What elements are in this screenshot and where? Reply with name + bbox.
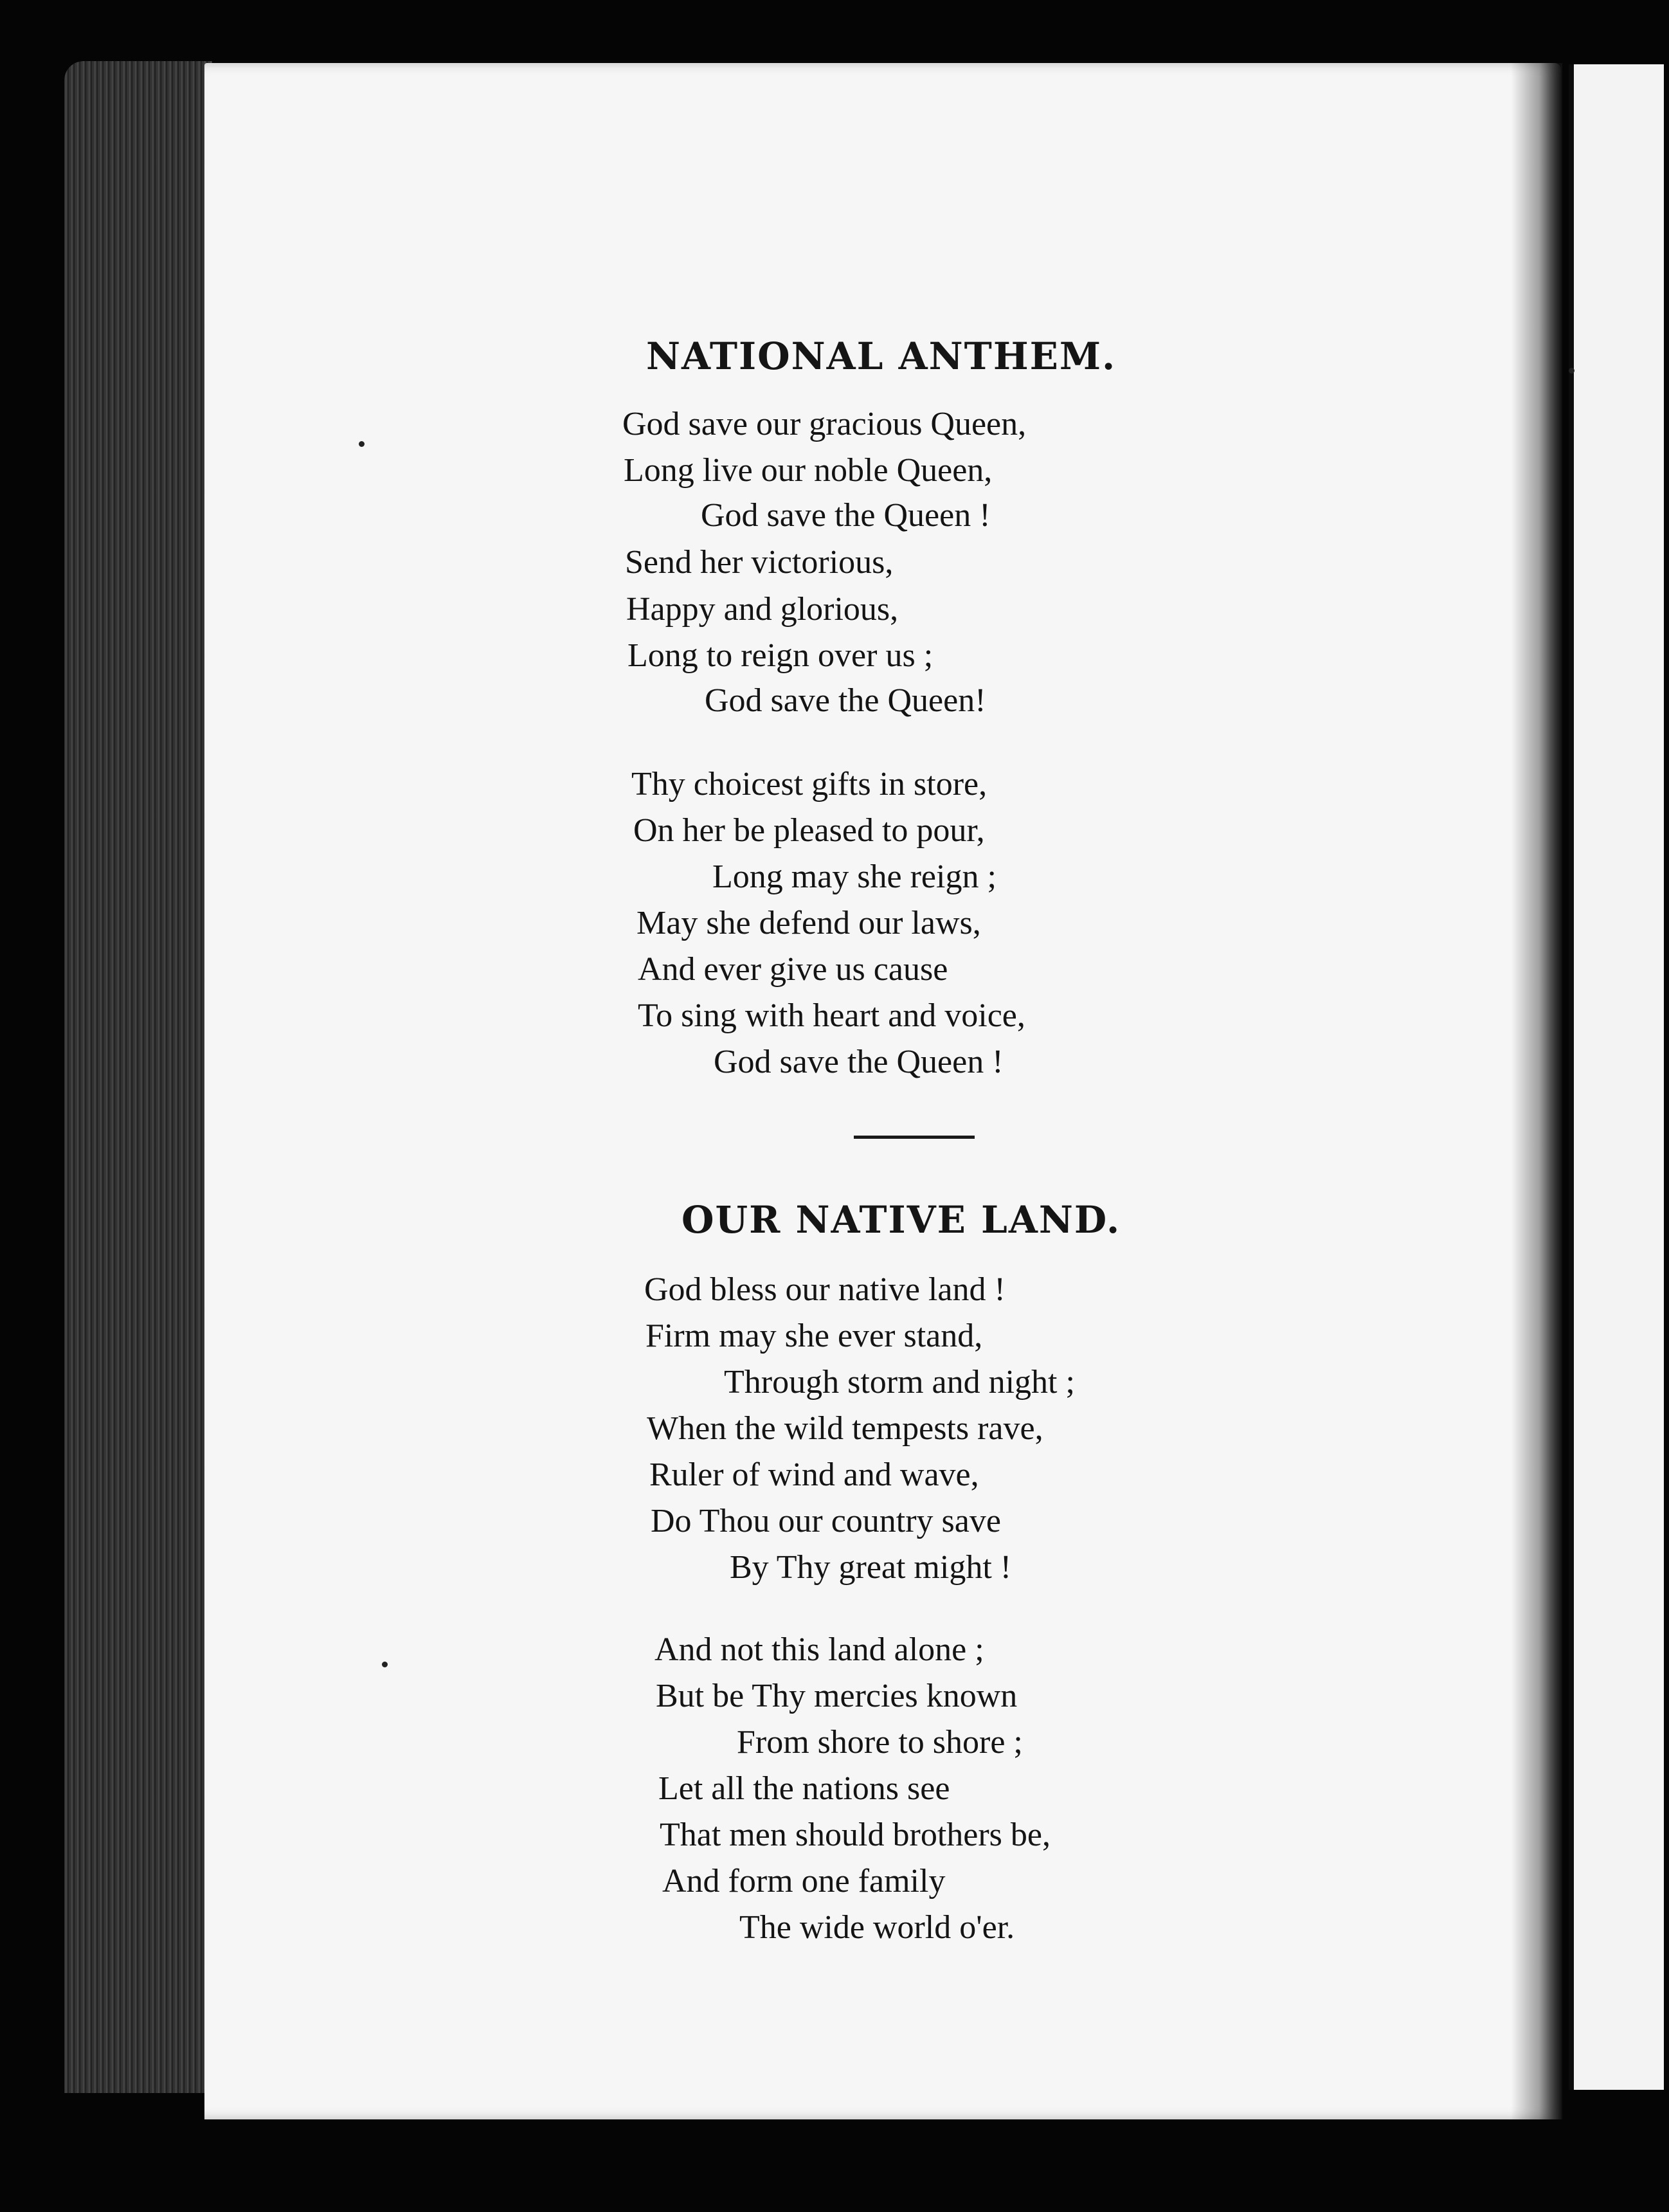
verse-line: By Thy great might !: [730, 1549, 1012, 1586]
verse-line: God save the Queen !: [714, 1044, 1004, 1080]
verse-line: When the wild tempests rave,: [647, 1410, 1043, 1447]
verse-line: Thy choicest gifts in store,: [631, 766, 988, 802]
verse-line: That men should brothers be,: [660, 1817, 1051, 1853]
native-land-title: OUR NATIVE LAND.: [681, 1198, 1121, 1242]
verse-line: From shore to shore ;: [737, 1724, 1023, 1761]
verse-line: Long may she reign ;: [712, 858, 997, 895]
verse-line: May she defend our laws,: [636, 905, 981, 941]
verse-line: God save the Queen!: [705, 682, 986, 719]
verse-line: The wide world o'er.: [739, 1909, 1015, 1946]
verse-line: Through storm and night ;: [724, 1364, 1075, 1401]
verse-line: Long to reign over us ;: [627, 637, 934, 674]
section-divider: [854, 1136, 975, 1139]
verse-line: God save our gracious Queen,: [622, 406, 1027, 442]
verse-line: And not this land alone ;: [654, 1631, 984, 1668]
ink-speck: [382, 1662, 388, 1667]
verse-line: Send her victorious,: [625, 544, 894, 581]
ink-speck: [1569, 368, 1574, 374]
verse-line: And form one family: [662, 1863, 946, 1899]
verse-line: On her be pleased to pour,: [633, 812, 985, 849]
anthem-title: NATIONAL ANTHEM.: [646, 334, 1117, 378]
verse-line: To sing with heart and voice,: [638, 997, 1025, 1034]
verse-line: Do Thou our country save: [651, 1503, 1001, 1539]
verse-line: Happy and glorious,: [626, 591, 899, 628]
ink-speck: [359, 441, 365, 447]
verse-line: Firm may she ever stand,: [645, 1318, 983, 1354]
verse-line: God save the Queen !: [701, 497, 991, 534]
verse-line: Let all the nations see: [658, 1770, 950, 1807]
verse-line: But be Thy mercies known: [656, 1678, 1018, 1714]
verse-line: Ruler of wind and wave,: [649, 1456, 979, 1493]
verse-line: God bless our native land !: [644, 1271, 1006, 1308]
verse-line: And ever give us cause: [638, 951, 948, 988]
verse-line: Long live our noble Queen,: [624, 452, 993, 489]
